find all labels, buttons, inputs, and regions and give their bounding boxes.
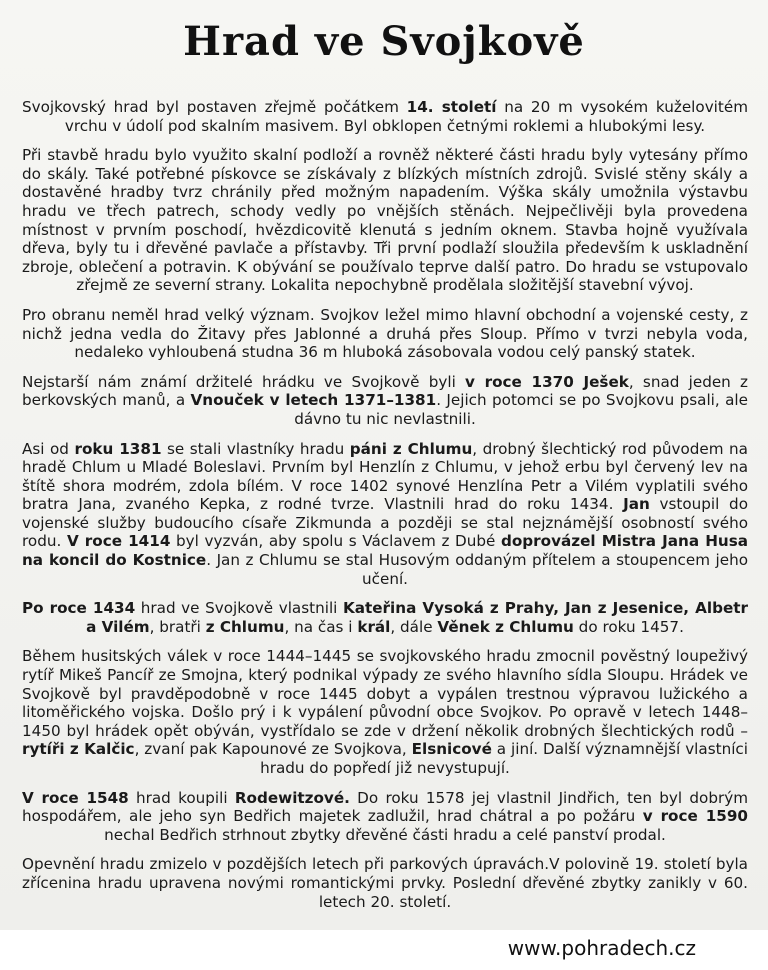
bold-run: Vnouček v letech 1371–1381 <box>190 391 437 410</box>
paragraph-8 <box>22 789 748 845</box>
text-run: Pro obranu neměl hrad velký význam. Svojkov ležel mimo hlavní obchodní a vojenské cesty, z nichž jedna vedla do Žitavy přes Jablonné a druhá přes Sloup. Přímo v tvrzi nebyla voda, nedaleko vyhloubená studna 36 m hluboká zásobovala vodou celý panský statek. <box>22 305 748 362</box>
article-body <box>0 80 768 911</box>
text-run: Během husitských válek v roce 1444–1445 se svojkovského hradu zmocnil pověstný loupeživý rytíř Mikeš Pancíř ze Smojna, který podnikal výpady ze svého hlavního sídla Sloupu. Hrádek ve Svojkově byl pravděpodobně v roce 1445 dobyt a vypálen trestnou výpravou lužického a litoměřického vojska. Došlo prý i k vypálení původní obce Svojkov. Po opravě v letech 1448–1450 byl hrádek opět obýván, vystřídalo se zde v držení několik drobných šlechtických rodů – <box>22 647 748 740</box>
text-run: , zvaní pak Kapounové ze Svojkova, <box>134 740 412 759</box>
text-run: , bratři <box>149 617 206 636</box>
bold-run: V roce 1548 <box>22 788 129 807</box>
text-run: Nejstarší nám známí držitelé hrádku ve Svojkově byli <box>22 372 466 391</box>
footer <box>0 930 768 970</box>
bold-run: doprovázel Mistra Jana Husa na koncil do Kostnice <box>22 532 749 570</box>
text-run: , na čas i <box>284 617 358 636</box>
text-run: . Jejich potomci se po Svojkovu psali, ale dávno tu nic nevlastnili. <box>294 391 748 428</box>
text-run: , drobný šlechtický rod původem na hradě Chlum u Mladé Boleslavi. Prvním byl Henzlín z Chlumu, v jehož erbu byl červený lev na štítě shora modrém, zdola bílém. V roce 1402 synové Henzlína Petr a Vilém vyplatili svého bratra Jana, zvaného Kepka, z rodné tvrze. Vlastnili hrad do roku 1434. <box>22 439 748 514</box>
bold-run: Kateřina Vysoká z Prahy, Jan z Jesenice, Albetr a Vilém <box>86 599 748 636</box>
text-run: na 20 m vysokém kuželovitém vrchu v údolí pod skalním masivem. Byl obklopen četnými roklemi a hlubokými lesy. <box>64 98 748 135</box>
text-run: Svojkovský hrad byl postaven zřejmě počátkem <box>22 98 407 116</box>
text-run: , snad jeden z berkovských manů, a <box>22 372 748 410</box>
bold-run: páni z Chlumu <box>349 439 473 458</box>
text-run: vstoupil do vojenské služby budoucího císaře Zikmunda a později se stal nejznámější osobností svého rodu. <box>22 495 748 551</box>
bold-run: roku 1381 <box>74 439 162 458</box>
text-run: se stali vlastníky hradu <box>161 439 350 458</box>
website-link[interactable]: www.pohradech.cz <box>507 936 696 960</box>
bold-run: Elsnicové <box>411 740 492 759</box>
text-run: hrad koupili <box>128 788 235 807</box>
bold-run: Rodewitzové. <box>234 788 350 807</box>
paragraph-3 <box>22 306 748 362</box>
paragraph-1 <box>22 98 748 135</box>
text-run: Při stavbě hradu bylo využito skalní podloží a rovněž některé části hradu byly vytesány přímo do skály. Také potřebné pískovce se získávaly z blízkých místních zdrojů. Svislé stěny skály a dostavěné hradby tvrz chránily před možným napadením. Výška skály umožnila výstavbu hradu ve třech patrech, schody vedly po vnějších stěnách. Nejpečlivěji byla provedena místnost v prvním poschodí, hvězdicovitě klenutá s jedním oknem. Stavba hojně využívala dřeva, byly tu i dřevěné pavlače a přístavby. Tři první podlaží sloužila především k uskladnění zbroje, oblečení a potravin. K obývání se používalo teprve další patro. Do hradu se vstupovalo zřejmě ze severní strany. Lokalita nepochybně prodělala složitější stavební vývoj. <box>22 146 748 295</box>
text-run: nechal Bedřich strhnout zbytky dřevěné části hradu a celé panství prodal. <box>104 825 666 844</box>
text-run: , dále <box>390 617 438 636</box>
bold-run: V roce 1414 <box>66 532 171 551</box>
text-run: hrad ve Svojkově vlastnili <box>135 599 343 618</box>
bold-run: Věnek z Chlumu <box>437 617 574 636</box>
bold-run: král <box>357 617 391 636</box>
bold-run: rytíři z Kalčic <box>22 740 135 759</box>
text-run: Opevnění hradu zmizelo v pozdějších letech při parkových úpravách.V polovině 19. století byla zřícenina hradu upravena novými romantickými prvky. Poslední dřevěné zbytky zanikly v 60. letech 20. století. <box>22 855 748 911</box>
paragraph-9 <box>22 855 748 911</box>
paragraph-4 <box>22 373 748 429</box>
paragraph-2 <box>22 146 748 295</box>
text-run: do roku 1457. <box>573 617 684 636</box>
text-run: byl vyzván, aby spolu s Václavem z Dubé <box>170 532 501 551</box>
page-title: Hrad ve Svojkově <box>183 18 585 65</box>
text-run: a jiní. Další významnější vlastníci hradu do popředí již nevystupují. <box>260 740 748 777</box>
text-run: Do roku 1578 jej vlastnil Jindřich, ten byl dobrým hospodářem, ale jeho syn Bedřich majetek zadlužil, hrad chátral a po požáru <box>22 788 749 826</box>
paragraph-5 <box>22 440 748 589</box>
paragraph-7 <box>22 647 748 777</box>
text-run: Asi od <box>22 439 75 458</box>
bold-run: 14. století <box>406 98 497 116</box>
bold-run: Jan <box>623 495 650 514</box>
paragraph-6 <box>22 599 748 636</box>
bold-run: z Chlumu <box>205 617 285 636</box>
bold-run: v roce 1590 <box>642 807 748 826</box>
bold-run: v roce 1370 Ješek <box>465 372 629 391</box>
bold-run: Po roce 1434 <box>22 599 136 618</box>
text-run: . Jan z Chlumu se stal Husovým oddaným přítelem a stoupencem jeho učení. <box>206 551 749 588</box>
